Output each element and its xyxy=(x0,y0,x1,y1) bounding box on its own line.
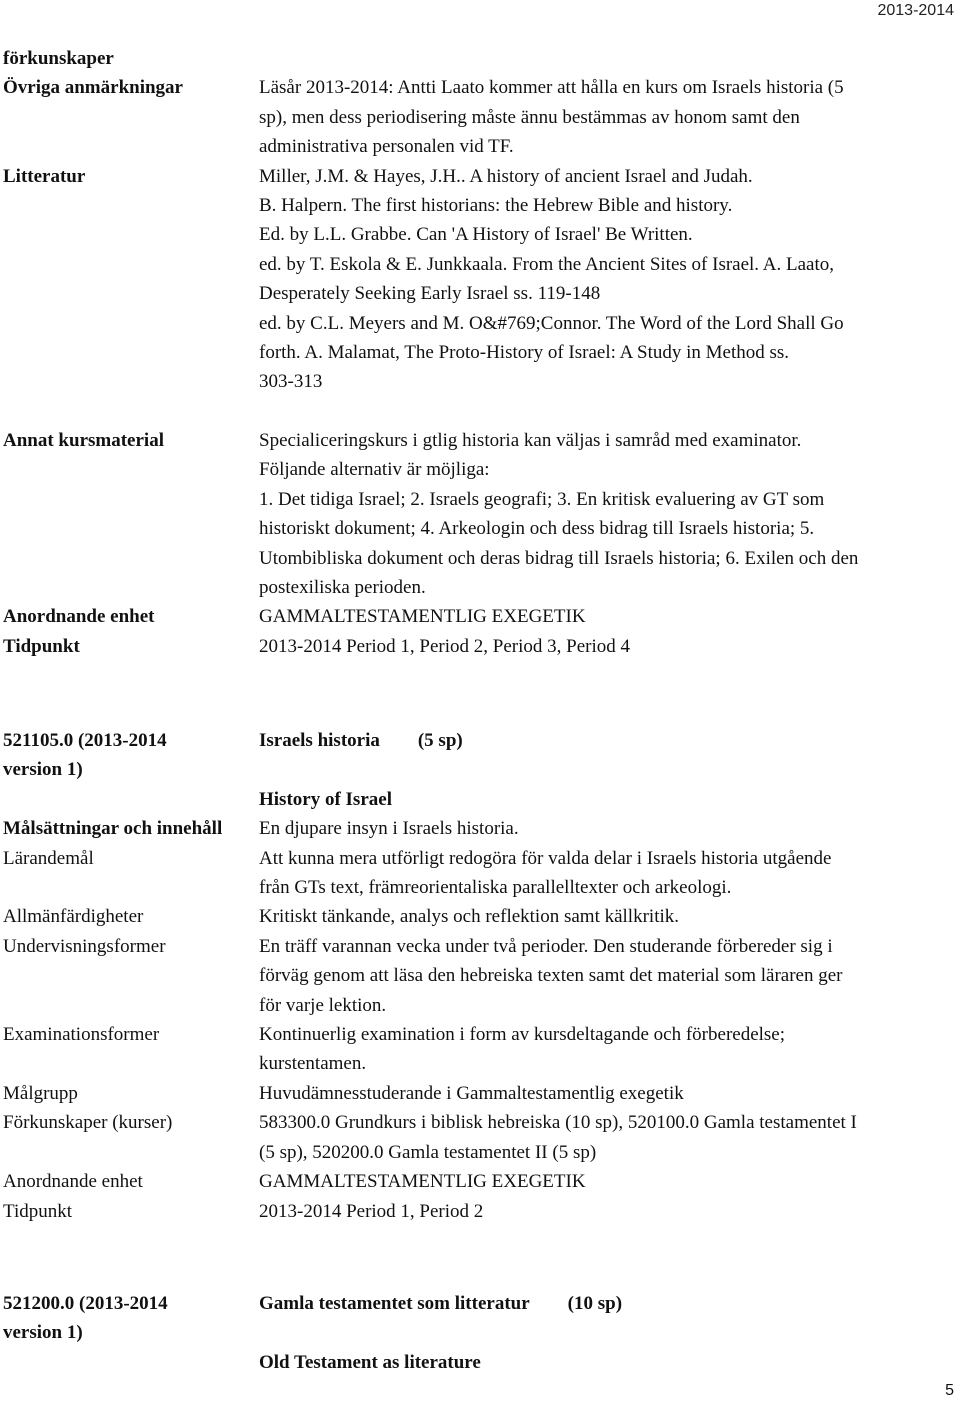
row-anordnande-enhet xyxy=(3,602,954,631)
value-forkunskaper-kurser xyxy=(259,1108,954,1167)
text-line: historiskt dokument; 4. Arkeologin och dess bidrag till Israels historia; 5. xyxy=(259,518,815,540)
course-credits: (10 sp) xyxy=(567,1293,623,1314)
course-code xyxy=(3,726,259,785)
text-line: ed. by C.L. Meyers and M. O&#769;Connor. The Word of the Lord Shall Go xyxy=(259,312,844,334)
label-larandemal: Lärandemål xyxy=(3,847,94,869)
row-malsattningar xyxy=(3,814,954,843)
text-line: administrativa personalen vid TF. xyxy=(259,136,514,158)
course-code xyxy=(3,1289,259,1348)
text-line: förväg genom att läsa den hebreiska texten samt det material som läraren ger xyxy=(259,965,843,987)
row-ovriga-anmarkningar xyxy=(3,73,954,161)
text-line: 1. Det tidiga Israel; 2. Israels geografi; 3. En kritisk evaluering av GT som xyxy=(259,488,825,510)
course-title: Gamla testamentet som litteratur xyxy=(259,1293,530,1314)
value-litteratur xyxy=(259,162,954,397)
row-larandemal xyxy=(3,844,954,903)
row-malgrupp xyxy=(3,1079,954,1108)
row-tidpunkt xyxy=(3,632,954,661)
row-annat-kursmaterial xyxy=(3,426,954,602)
text-line: Att kunna mera utförligt redogöra för valda delar i Israels historia utgående xyxy=(259,847,832,869)
row-anordnande-enhet xyxy=(3,1167,954,1196)
course-code-line: version 1) xyxy=(3,759,83,781)
top-section xyxy=(3,44,954,661)
text-line: Utombibliska dokument och deras bidrag till Israels historia; 6. Exilen och den xyxy=(259,547,859,569)
page-number: 5 xyxy=(945,1382,954,1399)
label-malgrupp: Målgrupp xyxy=(3,1082,78,1104)
label-anordnande-enhet: Anordnande enhet xyxy=(3,1171,143,1193)
value-malgrupp: Huvudämnesstuderande i Gammaltestamentlig exegetik xyxy=(259,1082,684,1104)
page-header-year: 2013-2014 xyxy=(877,2,954,19)
label-ovriga-anmarkningar: Övriga anmärkningar xyxy=(3,77,183,99)
course-block-521105 xyxy=(3,726,954,1226)
text-line: Kontinuerlig examination i form av kursdeltagande och förberedelse; xyxy=(259,1024,786,1046)
course-code-line: version 1) xyxy=(3,1322,83,1344)
text-line: Specialiceringskurs i gtlig historia kan väljas i samråd med examinator. xyxy=(259,429,802,451)
text-line: från GTs text, främreorientaliska parallelltexter och arkeologi. xyxy=(259,877,732,899)
value-ovriga-anmarkningar xyxy=(259,73,954,161)
text-line: En träff varannan vecka under två perioder. Den studerande förbereder sig i xyxy=(259,935,833,957)
text-line: Följande alternativ är möjliga: xyxy=(259,459,490,481)
label-undervisningsformer: Undervisningsformer xyxy=(3,935,166,957)
value-examinationsformer xyxy=(259,1020,954,1079)
label-forkunskaper-kurser: Förkunskaper (kurser) xyxy=(3,1112,173,1134)
value-undervisningsformer xyxy=(259,932,954,1020)
row-undervisningsformer xyxy=(3,932,954,1020)
value-malsattningar: En djupare insyn i Israels historia. xyxy=(259,818,519,840)
label-litteratur: Litteratur xyxy=(3,165,86,187)
text-line: ed. by T. Eskola & E. Junkkaala. From the Ancient Sites of Israel. A. Laato, xyxy=(259,253,834,275)
spacer xyxy=(3,397,954,426)
label-annat-kursmaterial: Annat kursmaterial xyxy=(3,429,164,451)
row-examinationsformer xyxy=(3,1020,954,1079)
course-code-line: 521200.0 (2013-2014 xyxy=(3,1293,168,1314)
value-anordnande-enhet: GAMMALTESTAMENTLIG EXEGETIK xyxy=(259,606,586,628)
label-allmanfardigheter: Allmänfärdigheter xyxy=(3,906,144,928)
value-larandemal xyxy=(259,844,954,903)
row-allmanfardigheter xyxy=(3,902,954,931)
row-forkunskaper-kurser xyxy=(3,1108,954,1167)
text-line: postexiliska perioden. xyxy=(259,576,426,598)
value-annat-kursmaterial xyxy=(259,426,954,602)
label-anordnande-enhet: Anordnande enhet xyxy=(3,606,155,628)
value-tidpunkt: 2013-2014 Period 1, Period 2, Period 3, Period 4 xyxy=(259,635,631,657)
course-code-line: 521105.0 (2013-2014 xyxy=(3,730,167,751)
text-line: 303-313 xyxy=(259,371,323,393)
course-title: Israels historia xyxy=(259,730,380,751)
value-anordnande-enhet: GAMMALTESTAMENTLIG EXEGETIK xyxy=(259,1171,586,1193)
course-english-title-row xyxy=(3,1348,954,1377)
text-line: 583300.0 Grundkurs i biblisk hebreiska (10 sp), 520100.0 Gamla testamentet I xyxy=(259,1112,857,1134)
label-malsattningar: Målsättningar och innehåll xyxy=(3,818,223,840)
value-tidpunkt: 2013-2014 Period 1, Period 2 xyxy=(259,1200,484,1222)
text-line: forth. A. Malamat, The Proto-History of Israel: A Study in Method ss. xyxy=(259,342,790,364)
label-examinationsformer: Examinationsformer xyxy=(3,1024,160,1046)
course-heading xyxy=(3,1289,954,1348)
label-tidpunkt: Tidpunkt xyxy=(3,635,80,657)
course-block-521200 xyxy=(3,1289,954,1377)
text-line: kurstentamen. xyxy=(259,1053,367,1075)
course-english-title: Old Testament as literature xyxy=(259,1351,481,1373)
course-heading xyxy=(3,726,954,785)
course-english-title: History of Israel xyxy=(259,788,392,810)
text-line: Desperately Seeking Early Israel ss. 119-148 xyxy=(259,283,601,305)
course-english-title-row xyxy=(3,785,954,814)
course-title-group xyxy=(259,1289,622,1348)
text-line: för varje lektion. xyxy=(259,994,387,1016)
text-line: Ed. by L.L. Grabbe. Can 'A History of Israel' Be Written. xyxy=(259,224,693,246)
course-title-group xyxy=(259,726,463,785)
text-line: Läsår 2013-2014: Antti Laato kommer att hålla en kurs om Israels historia (5 xyxy=(259,77,844,99)
label-forkunskaper: förkunskaper xyxy=(3,48,114,69)
text-line: (5 sp), 520200.0 Gamla testamentet II (5 sp) xyxy=(259,1141,597,1163)
text-line: sp), men dess periodisering måste ännu bestämmas av honom samt den xyxy=(259,106,800,128)
row-tidpunkt xyxy=(3,1197,954,1226)
text-line: Miller, J.M. & Hayes, J.H.. A history of ancient Israel and Judah. xyxy=(259,165,753,187)
value-allmanfardigheter: Kritiskt tänkande, analys och reflektion samt källkritik. xyxy=(259,906,680,928)
course-credits: (5 sp) xyxy=(417,730,463,751)
text-line: B. Halpern. The first historians: the Hebrew Bible and history. xyxy=(259,195,733,217)
row-litteratur xyxy=(3,162,954,397)
row-forkunskaper xyxy=(3,44,954,73)
label-tidpunkt: Tidpunkt xyxy=(3,1200,72,1222)
